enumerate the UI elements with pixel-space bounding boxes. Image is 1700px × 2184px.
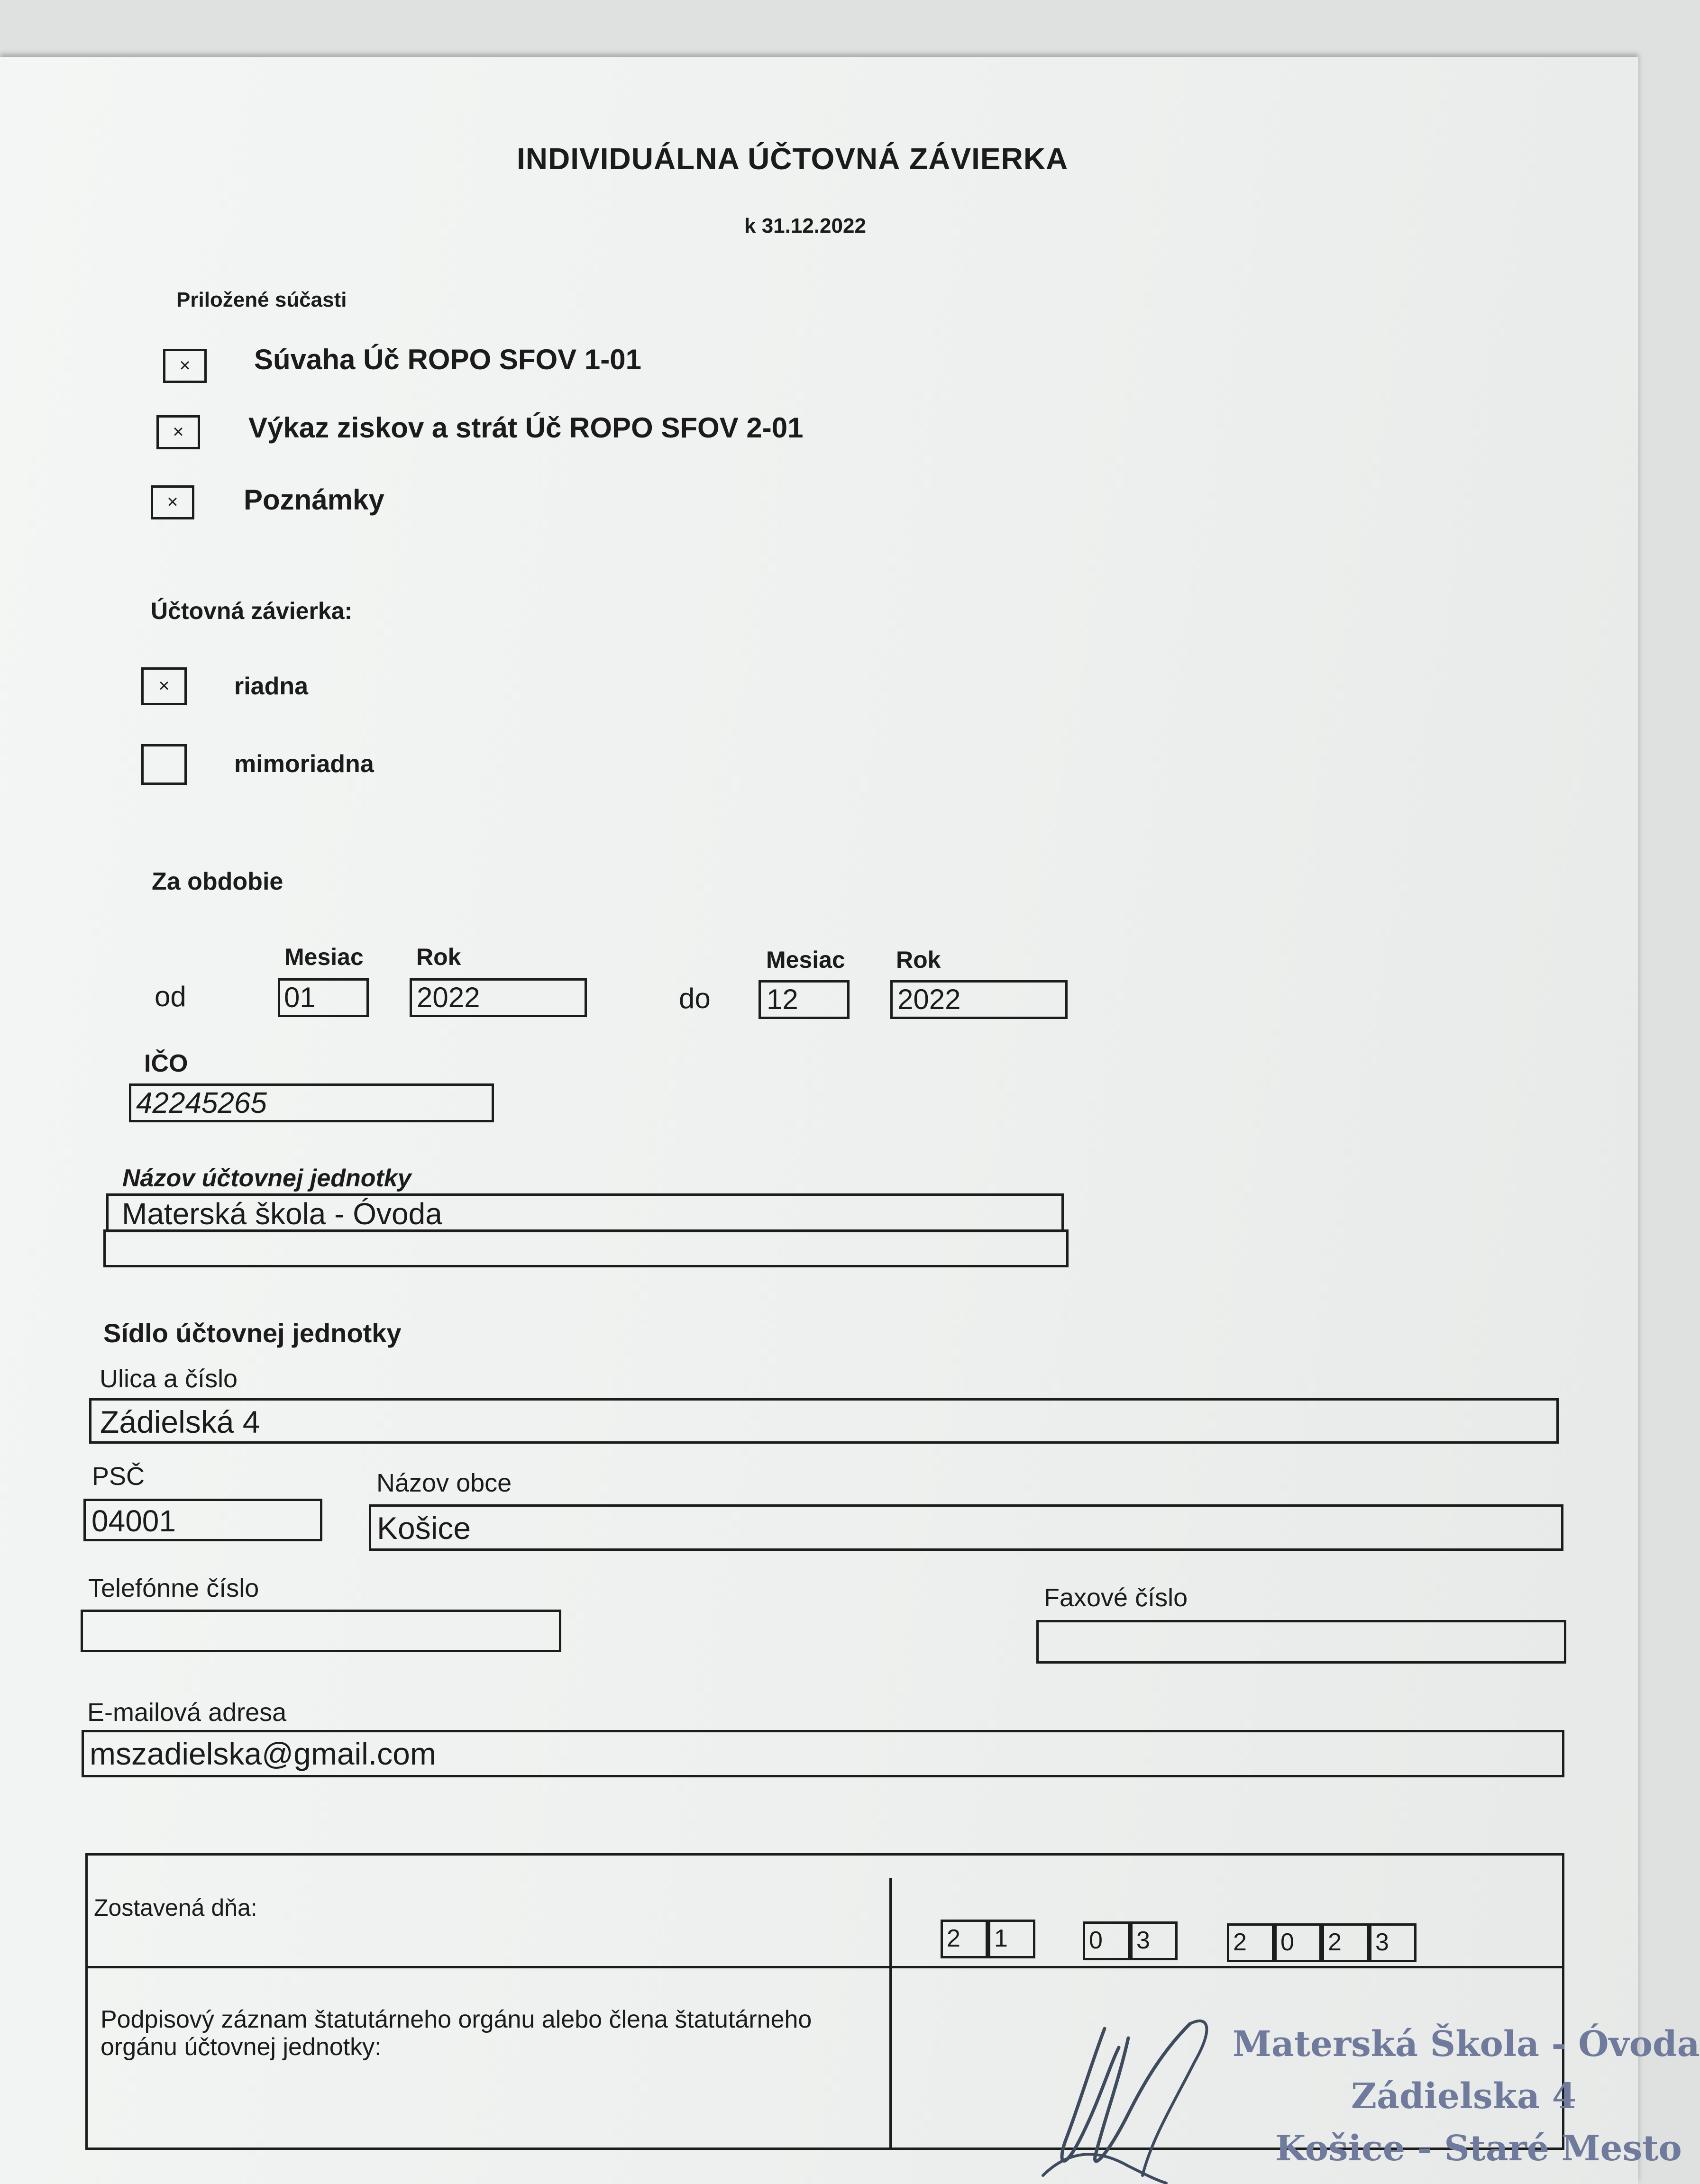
compiled-day-digit-2[interactable]: 1 [988,1920,1035,1958]
email-label: E-mailová adresa [87,1698,287,1727]
compiled-year-digit-1[interactable]: 2 [1227,1923,1274,1962]
form-title: INDIVIDUÁLNA ÚČTOVNÁ ZÁVIERKA [517,142,1069,176]
compiled-year-digit-2[interactable]: 0 [1274,1923,1322,1962]
to-label: do [679,983,711,1014]
bottom-table [85,1853,1564,2150]
psc-value: 04001 [91,1504,176,1538]
fax-field[interactable] [1036,1620,1566,1664]
compiled-label: Zostavená dňa: [94,1894,257,1921]
compiled-year-digit-4[interactable]: 3 [1369,1923,1417,1962]
ico-field[interactable] [129,1083,494,1122]
ico-label: IČO [144,1050,188,1077]
compiled-month-digit-2[interactable]: 3 [1130,1921,1178,1960]
entity-name-value: Materská škola - Óvoda [122,1197,442,1231]
compiled-month-digit-1[interactable]: 0 [1083,1921,1130,1960]
stamp-line-3: Košice - Staré Mesto [1275,2128,1682,2169]
period-heading: Za obdobie [152,868,283,895]
stamp-line-2: Zádielska 4 [1351,2076,1577,2117]
to-month-label: Mesiac [766,946,845,973]
fax-label: Faxové číslo [1044,1583,1188,1612]
street-field[interactable] [89,1398,1559,1444]
attachment-notes-checkbox[interactable]: × [151,485,194,519]
from-year-value: 2022 [417,982,480,1013]
entity-name-field[interactable] [106,1193,1064,1232]
entity-name-field-line2[interactable] [103,1229,1069,1267]
bottom-table-row-divider [85,1966,1564,1968]
to-year-field[interactable] [890,980,1068,1019]
closing-type-heading: Účtovná závierka: [151,598,353,624]
email-field[interactable] [82,1730,1564,1777]
from-label: od [155,981,186,1012]
from-year-label: Rok [416,944,461,970]
from-month-label: Mesiac [284,944,364,970]
city-value: Košice [377,1511,471,1546]
attachment-balance-label: Súvaha Úč ROPO SFOV 1-01 [254,344,641,375]
email-value: mszadielska@gmail.com [90,1736,436,1771]
ico-value: 42245265 [136,1087,267,1119]
city-field[interactable] [369,1504,1563,1551]
ordinary-label: riadna [234,673,309,700]
form-page [0,57,1700,2184]
street-label: Ulica a číslo [100,1365,238,1393]
psc-field[interactable] [83,1499,322,1541]
city-label: Názov obce [376,1469,512,1497]
from-month-field[interactable] [278,978,369,1017]
extraordinary-label: mimoriadna [234,750,374,778]
street-value: Zádielská 4 [100,1404,260,1439]
bottom-table-col-divider [889,1878,892,2150]
to-month-field[interactable] [759,980,850,1019]
attachments-heading: Priložené súčasti [176,288,347,311]
attachment-pnl-checkbox[interactable]: × [156,415,200,449]
from-month-value: 01 [284,982,316,1013]
phone-label: Telefónne číslo [88,1574,259,1602]
attachment-balance-checkbox[interactable]: × [163,349,207,383]
extraordinary-checkbox[interactable] [141,744,187,785]
to-month-value: 12 [767,983,798,1015]
attachment-notes-label: Poznámky [244,484,384,516]
closing-date: k 31.12.2022 [744,214,866,237]
entity-name-label: Názov účtovnej jednotky [122,1165,411,1192]
to-year-value: 2022 [897,983,961,1015]
stamp-line-1: Materská Škola - Óvoda [1233,2024,1700,2065]
attachment-pnl-label: Výkaz ziskov a strát Úč ROPO SFOV 2-01 [248,412,804,444]
seat-heading: Sídlo účtovnej jednotky [103,1318,402,1348]
to-year-label: Rok [896,946,941,973]
signature-label: Podpisový záznam štatutárneho orgánu alebo člena štatutárneho orgánu účtovnej jednotky: [101,2006,812,2061]
phone-field[interactable] [81,1610,561,1652]
compiled-day-digit-1[interactable]: 2 [941,1920,988,1958]
ordinary-checkbox[interactable]: × [141,667,187,705]
compiled-year-digit-3[interactable]: 2 [1322,1923,1369,1962]
from-year-field[interactable] [410,978,587,1017]
psc-label: PSČ [92,1462,145,1491]
